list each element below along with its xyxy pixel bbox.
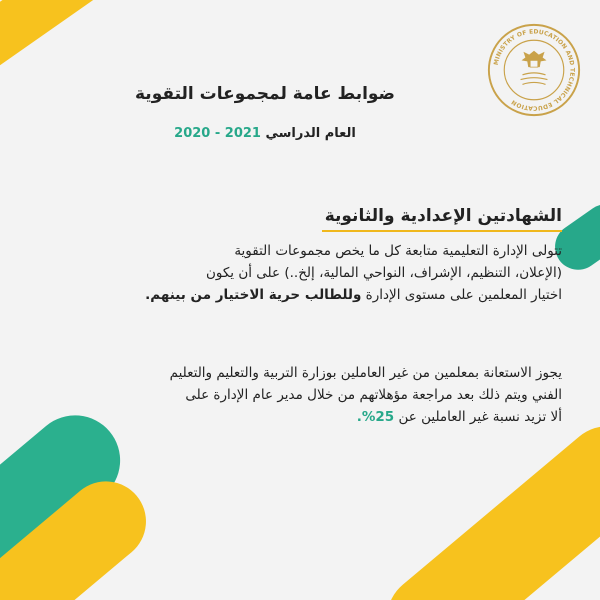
ministry-logo (486, 22, 582, 118)
paragraph-1 (62, 240, 562, 306)
paragraph-1-line-3-bold: وللطالب حرية الاختيار من بينهم. (145, 287, 362, 303)
svg-text:MINISTRY OF EDUCATION AND TECH: MINISTRY OF EDUCATION AND TECHNICAL EDUCATION (492, 28, 576, 112)
paragraph-2 (62, 362, 562, 428)
yellow-pill-top-left (0, 0, 126, 98)
heading-underline (322, 230, 562, 232)
paragraph-2-line-3 (62, 406, 562, 428)
paragraph-1-line-2: (الإعلان، التنظيم، الإشراف، النواحي المالية، إلخ..) على أن يكون (205, 265, 562, 281)
eagle-emblem-icon (521, 51, 548, 85)
paragraph-2-line-1: يجوز الاستعانة بمعلمين من غير العاملين بوزارة التربية والتعليم والتعليم (169, 365, 562, 381)
paragraph-1-line-3 (62, 284, 562, 306)
year-value: 2020 - 2021 (174, 126, 261, 141)
section-heading: الشهادتين الإعدادية والثانوية (324, 206, 562, 226)
academic-year (100, 126, 430, 141)
yellow-pill-bottom-right (369, 408, 600, 600)
paragraph-1-line-3-normal: اختيار المعلمين على مستوى الإدارة (365, 287, 562, 303)
paragraph-2-line-2: الفني ويتم ذلك بعد مراجعة مؤهلاتهم من خلال مدير عام الإدارة على (185, 387, 562, 403)
paragraph-1-line-1: تتولى الإدارة التعليمية متابعة كل ما يخص مجموعات التقوية (234, 243, 562, 259)
year-label: العام الدراسي (265, 126, 356, 141)
paragraph-2-line-3-normal: ألا تزيد نسبة غير العاملين عن (398, 409, 562, 425)
percentage-value: 25%. (356, 409, 395, 425)
page-title: ضوابط عامة لمجموعات التقوية (135, 84, 395, 104)
